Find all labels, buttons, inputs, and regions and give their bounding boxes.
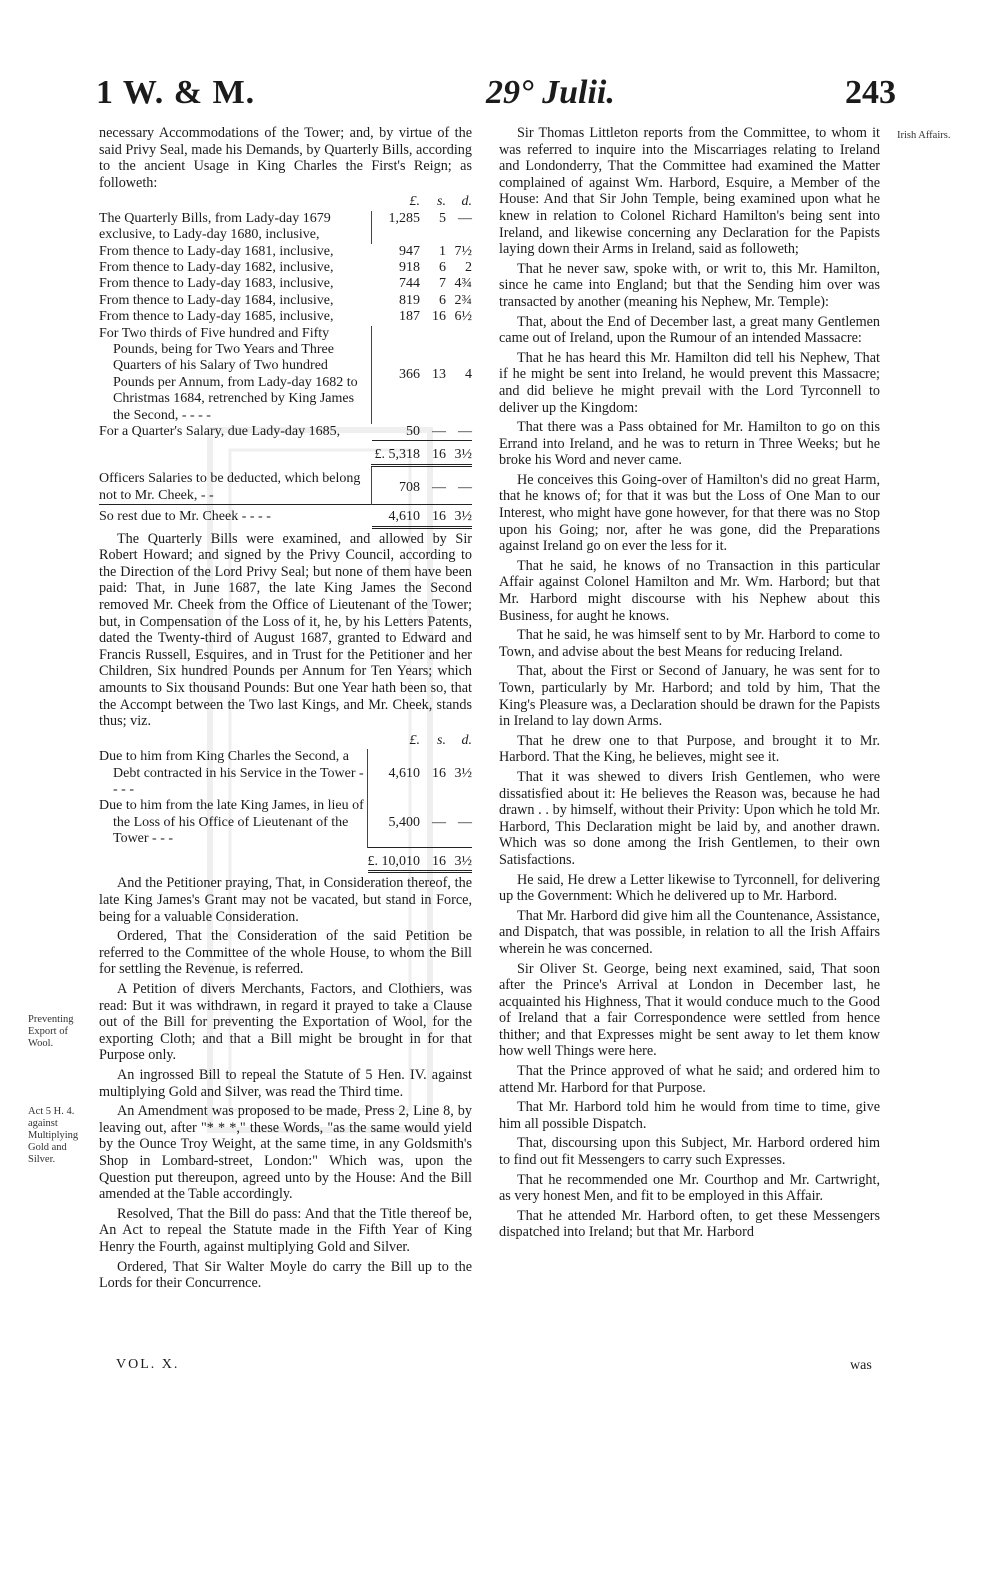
account-row: For Two thirds of Five hundred and Fifty Pounds, being for Two Years and Three Quarters of his Salary of Two hundred Pounds per Annum, from Lady-day 1682 to Christmas 1684, retrenched by King James the Second, - - - - 366 13 4 (99, 325, 472, 423)
volume-signature: VOL. X. (116, 1357, 180, 1372)
paragraph-repeal-bill: An ingrossed Bill to repeal the Statute of 5 Hen. IV. against multiplying Gold and Silver, was read the Third time. (99, 1067, 472, 1100)
account-header-row (99, 194, 472, 210)
account-table-bills (99, 194, 472, 528)
paragraph: That, discoursing upon this Subject, Mr. Harbord ordered him to find out fit Messengers to carry such Expresses. (499, 1135, 880, 1169)
running-head-date: 29° Julii. (486, 74, 615, 111)
paragraph: That, about the End of December last, a great many Gentlemen came out of Ireland, upon the Rumour of an intended Massacre: (499, 313, 880, 347)
account-row: From thence to Lady-day 1685, inclusive, 187 16 6½ (99, 309, 472, 325)
paragraph: That the Prince approved of what he said; and ordered him to attend Mr. Harbord for that Purpose. (499, 1063, 880, 1096)
paragraph: That he never saw, spoke with, or writ to, this Mr. Hamilton, since he came into England; but that the Sending him over was transacted by another (meaning his Nephew, Mr. Temple): (499, 260, 880, 310)
paragraph: Ordered, That the Consideration of the said Petition be referred to the Committee of the whole House, to whom the Bill for settling the Revenue, is referred. (99, 928, 472, 978)
account-row: The Quarterly Bills, from Lady-day 1679 exclusive, to Lady-day 1680, inclusive, 1,285 5 — (99, 210, 472, 243)
account-row: For a Quarter's Salary, due Lady-day 1685, 50 — — (99, 424, 472, 440)
margin-note-act-5-h4: Act 5 H. 4. against Multiplying Gold and Silver. (28, 1106, 79, 1165)
paragraph: That he recommended one Mr. Courthop and Mr. Cartwright, as very honest Men, and fit to be employed in this Affair. (499, 1171, 880, 1205)
pence-header: d. (461, 194, 472, 210)
account-deduct-row: Officers Salaries to be deducted, which belong not to Mr. Cheek, - - 708 — — (99, 465, 472, 504)
catchword: was (850, 1358, 872, 1373)
paragraph: That Mr. Harbord did give him all the Countenance, Assistance, and Dispatch, that was possible, in relation to all the Irish Affairs wherein he was concerned. (499, 907, 880, 957)
paragraph: The Quarterly Bills were examined, and allowed by Sir Robert Howard; and signed by the Privy Council, according to the Direction of the Lord Privy Seal; but none of them have been paid: That, in June 1687, the late King James the Second removed Mr. Cheek from the Office of Lieutenant of the Tower; but, in Compensation of the Loss of it, he, by his Letters Patents, dated the Twenty-third of August 1687, granted to Edward and Francis Russell, Esquires, and in Trust for the Petitioner and her Children, Six hundred Pounds per Annum for Ten Years; which amounts to Six thousand Pounds: But one Year hath been so, that the Accompt between the Two last Kings, and Mr. Cheek, stands thus; viz. (99, 530, 472, 730)
paragraph: And the Petitioner praying, That, in Consideration thereof, the late King James's Grant may not be vacated, but stand in Force, being for a valuable Consideration. (99, 875, 472, 925)
account-row: From thence to Lady-day 1684, inclusive, 819 6 2¾ (99, 292, 472, 308)
account-rest-row: So rest due to Mr. Cheek - - - - 4,610 16 3½ (99, 505, 472, 527)
paragraph-preventing-export: A Petition of divers Merchants, Factors, and Clothiers, was read: But it was withdrawn, in regard it prayed to take a Clause out of the Bill for preventing the Exportation of Wool, for the exporting Cloth; and that a Bill might be brought in for that Purpose only. (99, 981, 472, 1064)
account-row: From thence to Lady-day 1683, inclusive, 744 7 4¾ (99, 276, 472, 292)
paragraph: He conceives this Going-over of Hamilton's did no great Harm, that he knows of; for that it was but the Loss of One Man to our Interest, who might have gone however, for that there was no Stop upon his Going; nor, after he was gone, did the Preparations against Ireland go on ever the less for it. (499, 471, 880, 555)
paragraph: That he said, he knows of no Transaction in this particular Affair against Colonel Hamilton and Mr. Wm. Harbord; but that Mr. Harbord might discourse with his Nephew about this Business, for aught he knows. (499, 557, 880, 624)
paragraph: That it was shewed to divers Irish Gentlemen, who were dissatisfied about it: He believes the Reason was, because he had drawn . . by himself, without their Privity: Upon which he told Mr. Harbord, This Declaration might be laid by, and another drawn. Which was so done among the Irish Gentlemen, to their own Satisfactions. (499, 768, 880, 868)
paragraph: That he has heard this Mr. Hamilton did tell his Nephew, That if he might be sent into Ireland, he would prevent this Massacre; and did believe he might prevail with the Lord Tyrconnell to deliver up the Kingdom: (499, 349, 880, 416)
left-column (99, 125, 472, 1295)
pounds-header: £. (409, 194, 420, 210)
account-row: Due to him from the late King James, in lieu of the Loss of his Office of Lieutenant of the Tower - - - 5,400 — — (99, 798, 472, 847)
shillings-header: s. (437, 194, 446, 210)
account-row: From thence to Lady-day 1681, inclusive, 947 1 7½ (99, 243, 472, 259)
paragraph: Sir Thomas Littleton reports from the Committee, to whom it was referred to inquire into the Miscarriages relating to Ireland and Londonderry, That the Committee had examined the Matter complained of against Wm. Harbord, Esquire, a Member of the House: And that Sir John Temple, being examined upon what he knew in relation to Colonel Richard Hamilton's being sent into Ireland, and likewise concerning any Declaration for the Papists laying down their Arms in Ireland, said as followeth; (499, 125, 880, 258)
running-head-regnal-year: 1 W. & M. (96, 74, 256, 111)
paragraph: He said, He drew a Letter likewise to Tyrconnell, for delivering up the Government: Which he delivered up to Mr. Harbord. (499, 871, 880, 905)
paragraph: That Mr. Harbord told him he would from time to time, give him all possible Dispatch. (499, 1099, 880, 1132)
paragraph: That he said, he was himself sent to by Mr. Harbord to come to Town, and advise about the best Means for reducing Ireland. (499, 627, 880, 660)
account-header-row: £. s. d. (409, 732, 472, 748)
paragraph: That he attended Mr. Harbord often, to get these Messengers dispatched into Ireland; but that Mr. Harbord (499, 1207, 880, 1241)
account-row: Due to him from King Charles the Second, a Debt contracted in his Service in the Tower - - - - 4,610 16 3½ (99, 749, 472, 797)
right-column (499, 125, 880, 1244)
account-total-row: £. 5,318 16 3½ (99, 441, 472, 465)
margin-note-preventing-export: Preventing Export of Wool. (28, 1014, 74, 1049)
paragraph: That, about the First or Second of January, he was sent for to Town, particularly by Mr. Harbord; and told by him, That the King's Pleasure was, a Declaration should be drawn for the Papists in Ireland to lay down Arms. (499, 663, 880, 730)
page-number: 243 (845, 74, 896, 111)
account-table-kings (99, 733, 472, 874)
paragraph: An Amendment was proposed to be made, Press 2, Line 8, by leaving out, after "* * *," these Words, "as the same would yield by the Ounce Troy Weight, at the same time, in any Goldsmith's Shop in Lombard-street, London:" Which was, upon the Question put thereupon, agreed unto by the House: And the Bill amended at the Table accordingly. (99, 1103, 472, 1203)
margin-note-irish-affairs: Irish Affairs. (897, 130, 951, 141)
paragraph: Resolved, That the Bill do pass: And that the Title thereof be, An Act to repeal the Statute made in the Fifth Year of King Henry the Fourth, against multiplying Gold and Silver. (99, 1205, 472, 1255)
paragraph: Ordered, That Sir Walter Moyle do carry the Bill up to the Lords for their Concurrence. (99, 1258, 472, 1292)
account-row: From thence to Lady-day 1682, inclusive, 918 6 2 (99, 260, 472, 275)
running-head (96, 74, 896, 118)
account-total-row: £. 10,010 16 3½ (99, 848, 472, 872)
paragraph: Sir Oliver St. George, being next examined, said, That soon after the Prince's Arrival at London in December last, he acquainted his Highness, That it would conduce much to the Good of Ireland that a fair Correspondence were settled from hence thither; and that Expresses might be sent away to let them know how well Things were here. (499, 960, 880, 1060)
paragraph: necessary Accommodations of the Tower; and, by virtue of the said Privy Seal, made his Demands, by Quarterly Bills, according to the ancient Usage in King Charles the First's Reign; as followeth: (99, 125, 472, 191)
paragraph: That he drew one to that Purpose, and brought it to Mr. Harbord. That the King, he believes, might see it. (499, 732, 880, 766)
paragraph: That there was a Pass obtained for Mr. Hamilton to go on this Errand into Ireland, and he was to return in Three Weeks; but he broke his Word and never came. (499, 419, 880, 469)
